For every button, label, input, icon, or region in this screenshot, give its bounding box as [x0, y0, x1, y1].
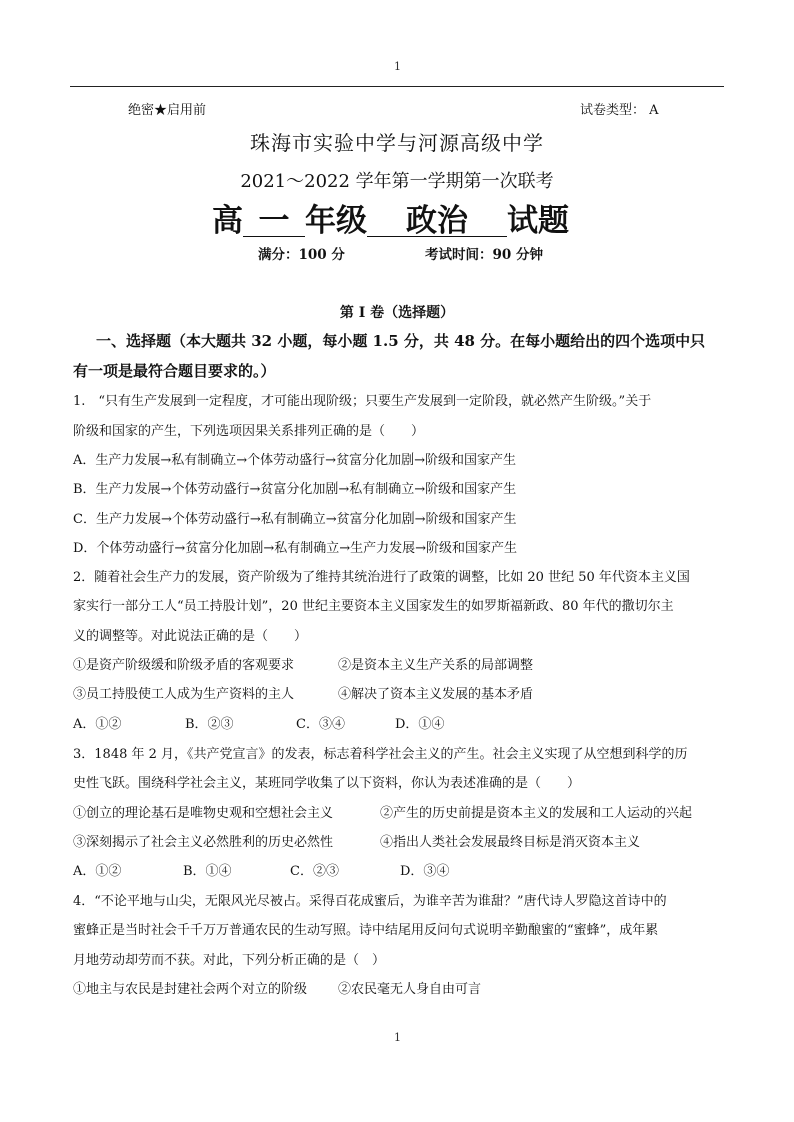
exam-title	[212, 203, 569, 239]
question-3-item: ③深刻揭示了社会主义必然胜利的历史必然性	[73, 835, 334, 850]
exam-duration: 考试时间：90 分钟	[425, 247, 543, 263]
question-2-choice-b: B．②③	[185, 717, 234, 732]
question-4-stem-line: 4．“不论平地与山尖，无限风光尽被占。采得百花成蜜后，为谁辛苦为谁甜？”唐代诗人罗隐这首诗中的	[73, 894, 667, 909]
question-3-choice-b: B．①④	[183, 864, 232, 879]
question-3-choice-d: D．③④	[400, 864, 450, 879]
exam-title-grade-blank: 一	[243, 206, 305, 237]
paper-type-label: 试卷类型： A	[580, 103, 659, 118]
question-3-stem-line: 3．1848 年 2 月，《共产党宣言》的发表，标志着科学社会主义的产生。社会主义实现了从空想到科学的历	[73, 747, 688, 762]
question-2-item: ②是资本主义生产关系的局部调整	[338, 658, 534, 673]
question-1-stem-line: 1. “只有生产发展到一定程度，才可能出现阶级；只要生产发展到一定阶段，就必然产生阶级。”关于	[73, 394, 652, 409]
question-1-stem-line: 阶级和国家的产生，下列选项因果关系排列正确的是（ ）	[73, 424, 425, 439]
question-4-item: ①地主与农民是封建社会两个对立的阶级	[73, 982, 308, 997]
question-1-option-d: D．个体劳动盛行→贫富分化加剧→私有制确立→生产力发展→阶级和国家产生	[73, 541, 517, 556]
question-3-item: ①创立的理论基石是唯物史观和空想社会主义	[73, 806, 334, 821]
header-rule	[70, 86, 724, 87]
instruction-line-2: 有一项是最符合题目要求的。）	[73, 362, 276, 380]
question-3-item: ②产生的历史前提是资本主义的发展和工人运动的兴起	[380, 806, 693, 821]
question-3-stem-line: 史性飞跃。围绕科学社会主义，某班同学收集了以下资料，你认为表述准确的是（ ）	[73, 776, 581, 791]
question-3-item: ④指出人类社会发展最终目标是消灭资本主义	[380, 835, 641, 850]
question-4-stem-line: 蜜蜂正是当时社会千千万万普通农民的生动写照。诗中结尾用反问句式说明辛勤酿蜜的“蜜蜂”，成年累	[73, 923, 659, 938]
question-2-choice-c: C．③④	[296, 717, 345, 732]
exam-title-grade-suffix: 年级	[305, 203, 367, 239]
question-1-option-c: C．生产力发展→个体劳动盛行→私有制确立→贫富分化加剧→阶级和国家产生	[73, 512, 517, 527]
page-number-top: 1	[394, 60, 401, 73]
question-3-choice-c: C．②③	[290, 864, 339, 879]
page-number-bottom: 1	[394, 1031, 401, 1044]
term-title: 2021～2022 学年第一学期第一次联考	[240, 171, 554, 192]
question-2-stem-line: 2．随着社会生产力的发展，资产阶级为了维持其统治进行了政策的调整，比如 20 世纪 50 年代资本主义国	[73, 570, 690, 585]
question-4-item: ②农民毫无人身自由可言	[338, 982, 482, 997]
question-3-choice-a: A．①②	[73, 864, 122, 879]
question-2-choice-d: D．①④	[395, 717, 445, 732]
question-2-stem-line: 义的调整等。对此说法正确的是（ ）	[73, 629, 308, 644]
question-2-item: ③员工持股使工人成为生产资料的主人	[73, 687, 295, 702]
instruction-line-1: 一、选择题（本大题共 32 小题，每小题 1.5 分，共 48 分。在每小题给出的四个选项中只	[96, 332, 706, 350]
question-2-item: ④解决了资本主义发展的基本矛盾	[338, 687, 534, 702]
question-2-item: ①是资产阶级缓和阶级矛盾的客观要求	[73, 658, 295, 673]
school-title: 珠海市实验中学与河源高级中学	[250, 131, 544, 155]
question-1-option-a: A．生产力发展→私有制确立→个体劳动盛行→贫富分化加剧→阶级和国家产生	[73, 453, 516, 468]
question-1-option-b: B．生产力发展→个体劳动盛行→贫富分化加剧→私有制确立→阶级和国家产生	[73, 482, 517, 497]
question-4-stem-line: 月地劳动却劳而不获。对此，下列分析正确的是（ ）	[73, 953, 386, 968]
exam-title-subject: 政治	[367, 206, 507, 237]
exam-title-suffix: 试题	[507, 203, 569, 239]
section-title: 第 I 卷（选择题）	[339, 305, 455, 321]
question-2-stem-line: 家实行一部分工人“员工持股计划”，20 世纪主要资本主义国家发生的如罗斯福新政、80 年代的撒切尔主	[73, 599, 674, 614]
question-2-choice-a: A．①②	[73, 717, 122, 732]
exam-title-grade: 高	[212, 203, 243, 239]
confidential-label: 绝密★启用前	[128, 103, 207, 118]
full-score: 满分：100 分	[258, 247, 345, 263]
